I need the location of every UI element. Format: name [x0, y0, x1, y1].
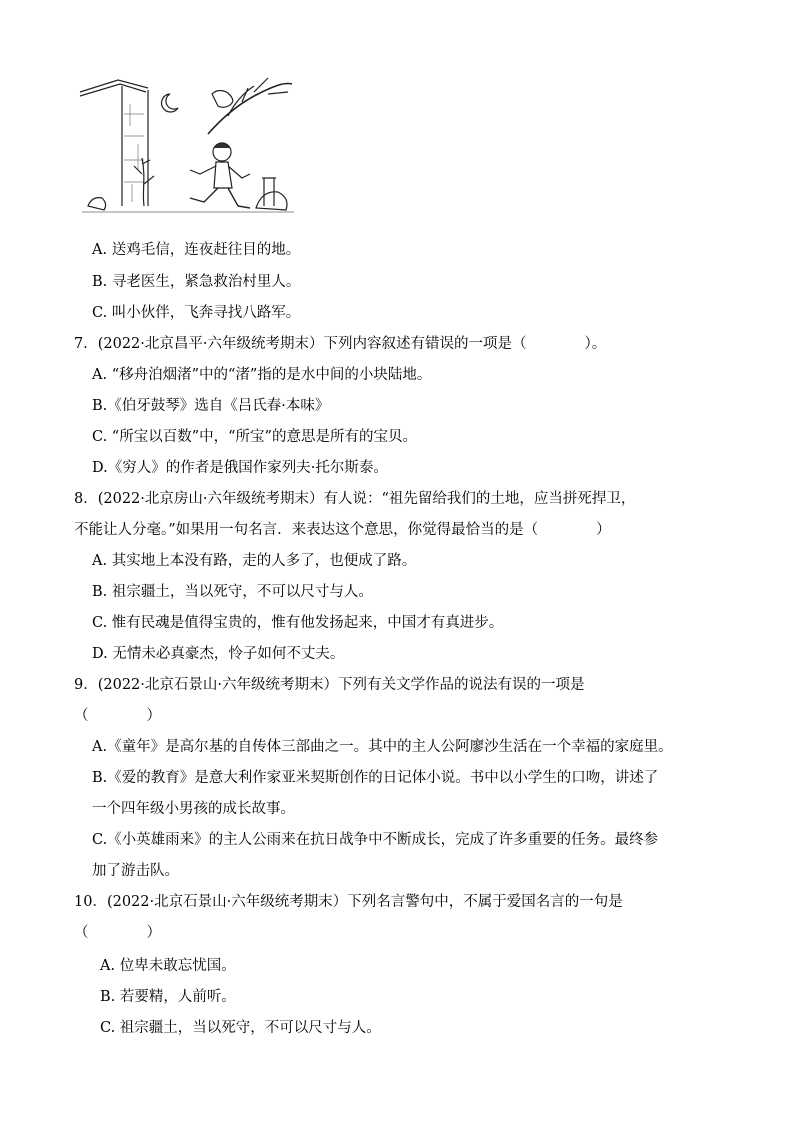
q7-stem: 7．(2022·北京昌平·六年级统考期末）下列内容叙述有错误的一项是（ ）。	[74, 336, 607, 352]
running-boy-illustration	[78, 74, 298, 226]
q8-stem-line1: 8．(2022·北京房山·六年级统考期末）有人说：“祖先留给我们的土地，应当拼死捍卫，	[74, 491, 636, 507]
q7-option-b: B.《伯牙鼓琴》选自《吕氏春·本味》	[92, 398, 330, 414]
q9-answer-blank: （ ）	[74, 708, 161, 724]
q10-option-b: B. 若要精，人前听。	[100, 989, 236, 1005]
q8-stem-line2: 不能让人分毫。”如果用一句名言．来表达这个意思，你觉得最恰当的是（ ）	[74, 522, 611, 538]
q10-option-a: A. 位卑未敢忘忧国。	[100, 958, 236, 974]
q7-option-d: D.《穷人》的作者是俄国作家列夫·托尔斯泰。	[92, 460, 388, 476]
q8-option-a: A. 其实地上本没有路，走的人多了，也便成了路。	[92, 553, 417, 569]
q7-option-c: C. “所宝以百数”中，“所宝”的意思是所有的宝贝。	[92, 429, 417, 445]
q10-answer-blank: （ ）	[74, 925, 161, 941]
q9-option-b-line2: 一个四年级小男孩的成长故事。	[92, 801, 295, 817]
q6-option-a: A. 送鸡毛信，连夜赶往目的地。	[92, 242, 301, 258]
q8-option-c: C. 惟有民魂是值得宝贵的，惟有他发扬起来，中国才有真进步。	[92, 615, 504, 631]
q9-stem: 9．(2022·北京石景山·六年级统考期末）下列有关文学作品的说法有误的一项是	[74, 677, 585, 693]
q8-option-d: D. 无情未必真豪杰，怜子如何不丈夫。	[92, 646, 345, 662]
q6-option-b: B. 寻老医生，紧急救治村里人。	[92, 274, 301, 290]
q9-option-b-line1: B.《爱的教育》是意大利作家亚米契斯创作的日记体小说。书中以小学生的口吻，讲述了	[92, 770, 659, 786]
q8-option-b: B. 祖宗疆土，当以死守，不可以尺寸与人。	[92, 584, 373, 600]
q10-option-c: C. 祖宗疆土，当以死守，不可以尺寸与人。	[100, 1020, 381, 1036]
q9-option-c-line2: 加了游击队。	[92, 863, 179, 879]
q6-option-c: C. 叫小伙伴，飞奔寻找八路军。	[92, 305, 301, 321]
q7-option-a: A. “移舟泊烟渚”中的“渚”指的是水中间的小块陆地。	[92, 367, 432, 383]
q10-stem: 10．(2022·北京石景山·六年级统考期末）下列名言警句中，不属于爱国名言的一句是	[74, 894, 623, 910]
q9-option-c-line1: C.《小英雄雨来》的主人公雨来在抗日战争中不断成长，完成了许多重要的任务。最终参	[92, 832, 659, 848]
q9-option-a: A.《童年》是高尔基的自传体三部曲之一。其中的主人公阿廖沙生活在一个幸福的家庭里。	[92, 739, 673, 755]
